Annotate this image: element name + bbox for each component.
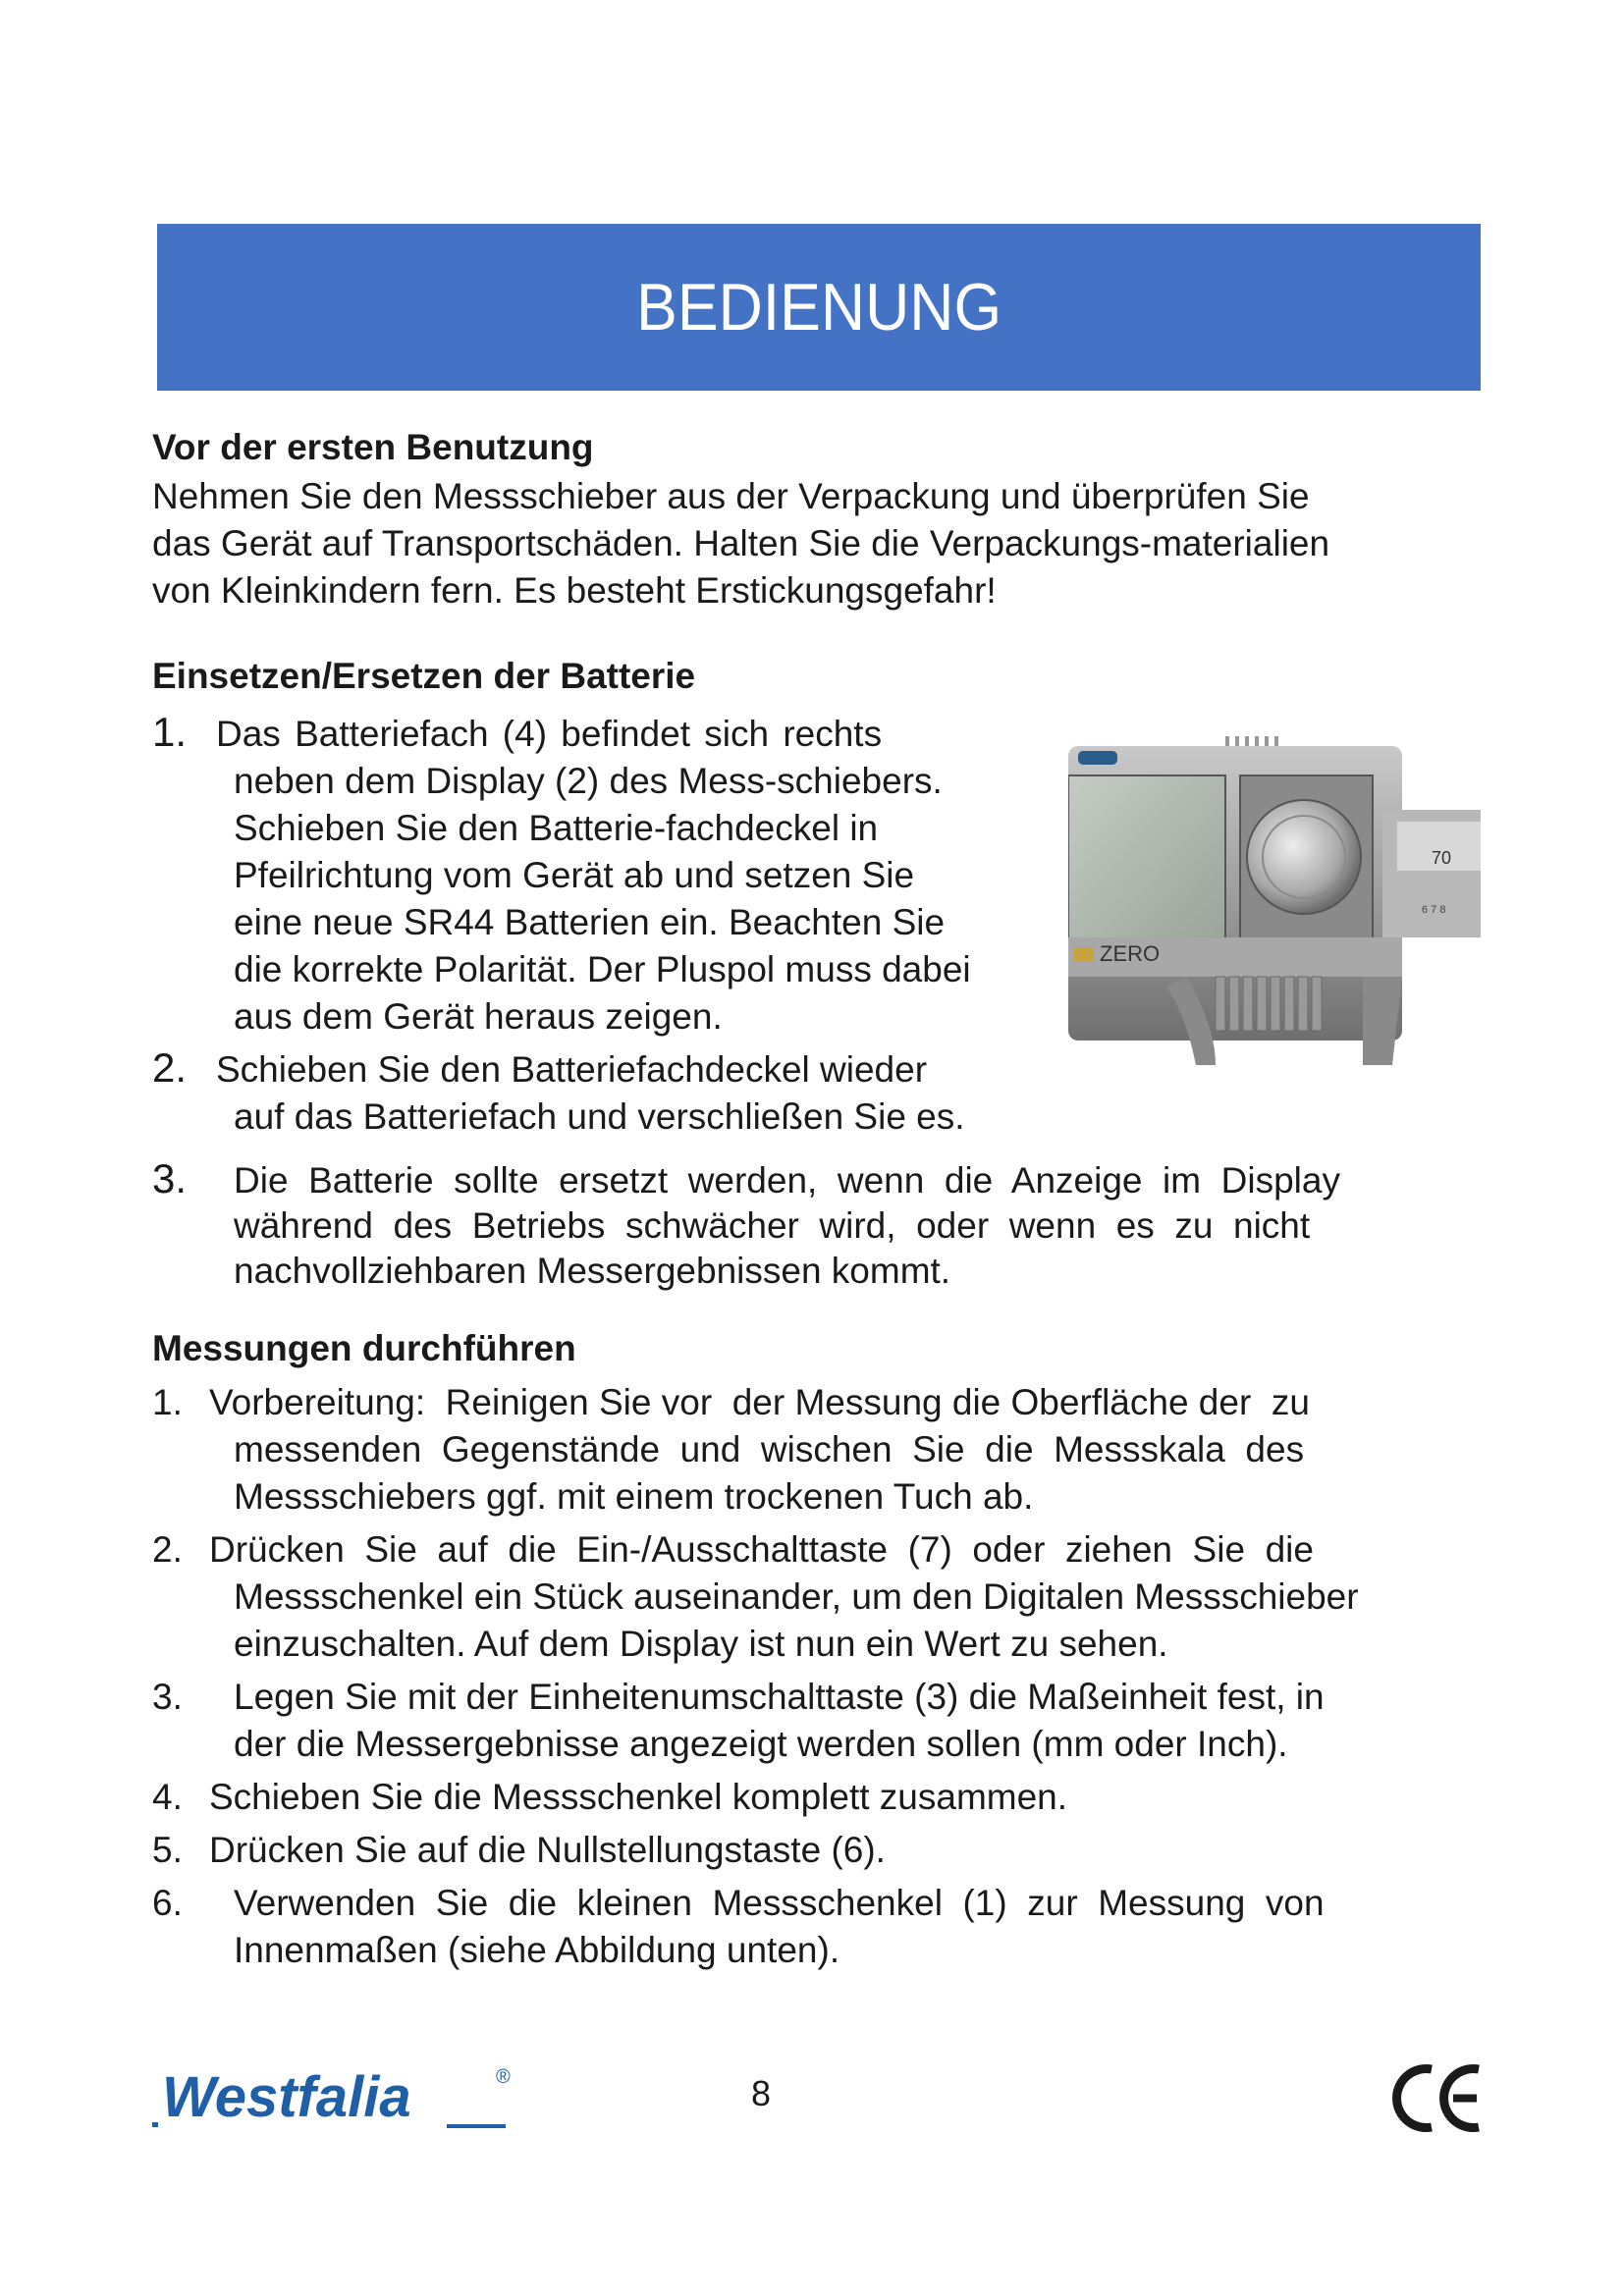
westfalia-logo xyxy=(152,2059,525,2138)
list-line: Pfeilrichtung vom Gerät ab und setzen Sie xyxy=(234,855,915,895)
logo-text: Westfalia xyxy=(162,2065,411,2129)
list-line: Die Batterie sollte ersetzt werden, wenn die Anzeige im Display xyxy=(234,1160,1340,1201)
list-number: 3. xyxy=(152,1677,183,1717)
list-line: neben dem Display (2) des Mess-schiebers. xyxy=(234,761,943,801)
list-line: auf das Batteriefach und verschließen Sie es. xyxy=(234,1096,965,1137)
list-line: Schieben Sie die Messschenkel komplett zusammen. xyxy=(209,1777,1068,1817)
list-item xyxy=(152,1774,1488,1821)
list-line: Vorbereitung: Reinigen Sie vor der Messung die Oberfläche der zu xyxy=(209,1382,1310,1422)
battery-item-3 xyxy=(152,1155,1488,1294)
list-line: während des Betriebs schwächer wird, oder wenn es zu nicht xyxy=(234,1205,1311,1246)
list-number: 2. xyxy=(152,1529,183,1570)
section-heading: Vor der ersten Benutzung xyxy=(152,427,594,467)
zero-button-label: ZERO xyxy=(1100,941,1161,966)
list-line: Schieben Sie den Batterie-fachdeckel in xyxy=(234,808,879,848)
measure-list xyxy=(152,1379,1488,1974)
section-battery xyxy=(152,651,1497,702)
list-line: messenden Gegenstände und wischen Sie die Messskala des xyxy=(234,1429,1305,1469)
section-measurements xyxy=(152,1323,1497,1374)
paragraph-line: das Gerät auf Transportschäden. Halten Sie die Verpackungs-materialien xyxy=(152,523,1330,563)
battery-item-2 xyxy=(152,1046,1065,1141)
list-number: 3. xyxy=(152,1155,188,1201)
list-item xyxy=(152,1674,1488,1768)
scale-label: 70 xyxy=(1432,848,1452,868)
list-number: 1. xyxy=(152,709,188,755)
list-item xyxy=(152,1526,1488,1668)
list-item xyxy=(152,1379,1488,1521)
scale-small-label: 6 7 8 xyxy=(1422,904,1446,916)
list-line: Legen Sie mit der Einheitenumschalttaste (3) die Maßeinheit fest, in xyxy=(234,1677,1325,1717)
list-line: einzuschalten. Auf dem Display ist nun ein Wert zu sehen. xyxy=(234,1624,1168,1664)
registered-mark: ® xyxy=(496,2066,511,2088)
list-number: 2. xyxy=(152,1044,188,1091)
page-header-banner xyxy=(157,224,1481,391)
ce-mark-icon xyxy=(1392,2061,1486,2135)
list-line: Innenmaßen (siehe Abbildung unten). xyxy=(234,1930,840,1970)
list-item xyxy=(152,1827,1488,1874)
battery-item-1 xyxy=(152,711,1065,1041)
list-line: nachvollziehbaren Messergebnissen kommt. xyxy=(234,1251,951,1291)
paragraph-line: von Kleinkindern fern. Es besteht Erstickungsgefahr! xyxy=(152,570,997,611)
page-title: BEDIENUNG xyxy=(636,270,1001,345)
list-number: 4. xyxy=(152,1777,183,1817)
list-line: Schieben Sie den Batteriefachdeckel wieder xyxy=(216,1049,928,1090)
section-heading: Messungen durchführen xyxy=(152,1328,576,1368)
list-line: Messschiebers ggf. mit einem trockenen Tuch ab. xyxy=(234,1476,1034,1517)
list-line: eine neue SR44 Batterien ein. Beachten Sie xyxy=(234,902,946,942)
list-line: der die Messergebnisse angezeigt werden sollen (mm oder Inch). xyxy=(234,1724,1288,1764)
list-line: Drücken Sie auf die Ein-/Ausschalttaste (7) oder ziehen Sie die xyxy=(209,1529,1314,1570)
section-first-use xyxy=(152,422,1497,614)
section-heading: Einsetzen/Ersetzen der Batterie xyxy=(152,656,696,696)
paragraph-line: Nehmen Sie den Messschieber aus der Verpackung und überprüfen Sie xyxy=(152,476,1310,516)
list-item xyxy=(152,1880,1488,1974)
list-line: aus dem Gerät heraus zeigen. xyxy=(234,996,723,1037)
list-number: 5. xyxy=(152,1830,183,1870)
list-line: Verwenden Sie die kleinen Messschenkel (1) zur Messung von xyxy=(234,1883,1325,1923)
list-line: die korrekte Polarität. Der Pluspol muss dabei xyxy=(234,949,971,989)
caliper-battery-photo xyxy=(1068,731,1481,1080)
list-line: Das Batteriefach (4) befindet sich rechts xyxy=(216,714,883,754)
list-number: 1. xyxy=(152,1382,183,1422)
page-number: 8 xyxy=(750,2073,772,2113)
list-line: Drücken Sie auf die Nullstellungstaste (6). xyxy=(209,1830,886,1870)
list-number: 6. xyxy=(152,1883,183,1923)
list-line: Messschenkel ein Stück auseinander, um den Digitalen Messschieber xyxy=(234,1576,1359,1617)
